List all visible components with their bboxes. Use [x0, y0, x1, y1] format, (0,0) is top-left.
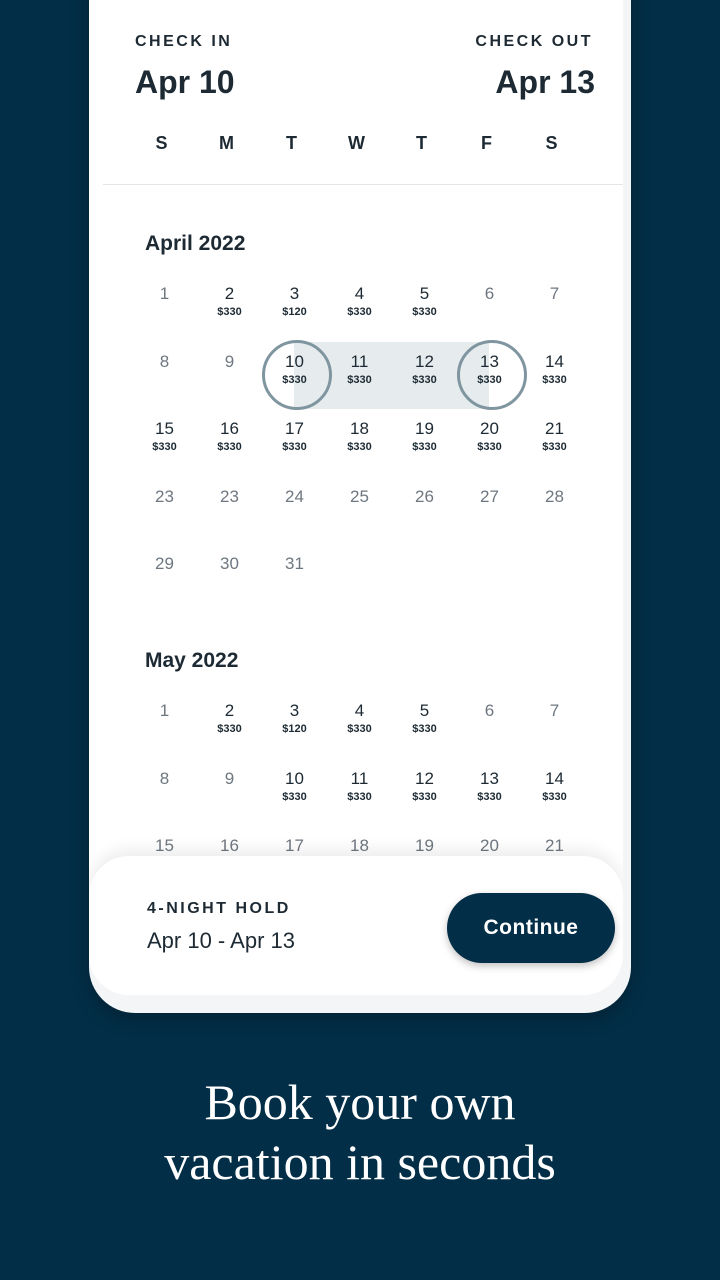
- day-price: $330: [282, 441, 307, 453]
- day-number: 1: [159, 284, 170, 303]
- day-price: $330: [412, 723, 437, 735]
- calendar-day-selected[interactable]: [262, 352, 327, 418]
- hold-date-range: Apr 10 - Apr 13: [147, 928, 295, 953]
- day-number: 10: [285, 351, 304, 371]
- day-number: 25: [350, 486, 369, 506]
- calendar-day[interactable]: [457, 419, 522, 485]
- day-number: 17: [285, 836, 304, 855]
- calendar-day[interactable]: [522, 352, 587, 418]
- day-number: 23: [220, 486, 239, 506]
- day-number: 3: [289, 701, 300, 720]
- calendar-day[interactable]: [197, 352, 262, 418]
- day-number: 31: [285, 554, 304, 573]
- day-number: 12: [415, 768, 434, 788]
- day-number: 14: [545, 351, 564, 371]
- calendar-day[interactable]: [197, 419, 262, 485]
- calendar-day[interactable]: [132, 487, 197, 553]
- day-price: $330: [217, 441, 242, 453]
- day-number: 18: [350, 419, 369, 438]
- header-divider: [103, 184, 623, 185]
- calendar-day[interactable]: [262, 769, 327, 835]
- day-number: 10: [285, 768, 304, 788]
- day-price: $120: [282, 723, 307, 735]
- day-number: 4: [354, 701, 365, 720]
- day-price: $330: [477, 441, 502, 453]
- day-number: 3: [289, 284, 300, 303]
- day-number: 18: [350, 836, 369, 855]
- day-number: 17: [285, 419, 304, 438]
- hold-nights-label: 4-NIGHT HOLD: [147, 900, 291, 917]
- calendar-day[interactable]: [392, 352, 457, 418]
- day-number: 13: [480, 351, 499, 371]
- day-number: 9: [224, 351, 235, 371]
- day-number: 16: [220, 419, 239, 438]
- day-price: $330: [282, 790, 307, 803]
- day-price: $330: [412, 790, 437, 803]
- calendar-day[interactable]: [457, 769, 522, 835]
- check-in-date[interactable]: Apr 10: [135, 64, 235, 100]
- check-in-label: CHECK IN: [135, 33, 233, 50]
- day-number: 2: [224, 284, 235, 303]
- tagline: [0, 1072, 720, 1192]
- calendar-day[interactable]: [327, 769, 392, 835]
- calendar-screen: [89, 0, 623, 995]
- day-number: 2: [224, 701, 235, 720]
- day-number: 16: [220, 836, 239, 855]
- day-number: 15: [155, 419, 174, 438]
- calendar-day[interactable]: [197, 769, 262, 835]
- calendar-day[interactable]: [392, 487, 457, 553]
- phone-frame: [89, 0, 631, 1013]
- calendar-day[interactable]: [392, 701, 457, 767]
- day-price: $330: [347, 723, 372, 735]
- calendar-day[interactable]: [522, 701, 587, 767]
- weekday-label: S: [155, 133, 168, 153]
- day-number: 8: [159, 768, 170, 788]
- calendar-day[interactable]: [197, 284, 262, 350]
- day-number: 26: [415, 486, 434, 506]
- calendar-day[interactable]: [392, 419, 457, 485]
- calendar-day[interactable]: [327, 352, 392, 418]
- day-number: 12: [415, 351, 434, 371]
- day-price: $330: [347, 306, 372, 318]
- calendar-day[interactable]: [522, 769, 587, 835]
- day-number: 28: [545, 486, 564, 506]
- month-title: April 2022: [145, 232, 246, 255]
- day-price: $330: [542, 373, 567, 386]
- day-number: 5: [419, 701, 430, 720]
- weekday-label: T: [286, 133, 297, 153]
- tagline-line-1: Book your own: [204, 1074, 516, 1130]
- day-price: $330: [152, 441, 177, 453]
- day-number: 9: [224, 768, 235, 788]
- calendar-day[interactable]: [327, 284, 392, 350]
- calendar-day[interactable]: [327, 701, 392, 767]
- calendar-day[interactable]: [522, 487, 587, 553]
- day-number: 13: [480, 768, 499, 788]
- day-number: 30: [220, 554, 239, 573]
- calendar-day[interactable]: [262, 419, 327, 485]
- weekday-label: T: [416, 133, 427, 153]
- day-number: 19: [415, 836, 434, 855]
- weekday-header: [129, 133, 584, 154]
- day-number: 24: [285, 486, 304, 506]
- hold-summary-bar: [89, 856, 623, 995]
- calendar-day[interactable]: [262, 701, 327, 767]
- day-number: 29: [155, 554, 174, 573]
- calendar-day[interactable]: [197, 554, 262, 620]
- day-number: 14: [545, 768, 564, 788]
- continue-button[interactable]: Continue: [447, 893, 615, 963]
- day-price: $330: [542, 790, 567, 803]
- weekday-label: S: [545, 133, 558, 153]
- day-price: $330: [217, 306, 242, 318]
- day-price: $330: [347, 441, 372, 453]
- weekday-label: F: [481, 133, 492, 153]
- check-out-label: CHECK OUT: [475, 33, 593, 50]
- day-price: $330: [477, 790, 502, 803]
- calendar-day[interactable]: [132, 284, 197, 350]
- month-title: May 2022: [145, 649, 239, 672]
- day-price: $330: [217, 723, 242, 735]
- day-number: 20: [480, 419, 499, 438]
- calendar-day[interactable]: [457, 701, 522, 767]
- calendar-day[interactable]: [197, 701, 262, 767]
- calendar-day[interactable]: [392, 769, 457, 835]
- day-number: 1: [159, 701, 170, 720]
- day-number: 23: [155, 486, 174, 506]
- calendar-day[interactable]: [132, 769, 197, 835]
- calendar-day[interactable]: [327, 419, 392, 485]
- calendar-day[interactable]: [132, 352, 197, 418]
- day-number: 5: [419, 284, 430, 303]
- day-price: $330: [542, 441, 567, 453]
- day-number: 7: [549, 284, 560, 303]
- calendar-day[interactable]: [522, 284, 587, 350]
- day-number: 21: [545, 419, 564, 438]
- day-price: $330: [412, 441, 437, 453]
- day-number: 6: [484, 701, 495, 720]
- calendar-day[interactable]: [132, 701, 197, 767]
- calendar-day[interactable]: [457, 487, 522, 553]
- day-number: 7: [549, 701, 560, 720]
- calendar-day[interactable]: [262, 554, 327, 620]
- calendar-day[interactable]: [197, 487, 262, 553]
- day-price: $330: [412, 306, 437, 318]
- weekday-label: W: [348, 133, 365, 153]
- day-price: $330: [282, 373, 307, 386]
- day-number: 8: [159, 351, 170, 371]
- day-number: 15: [155, 836, 174, 855]
- day-number: 4: [354, 284, 365, 303]
- calendar-day-selected[interactable]: [457, 352, 522, 418]
- day-number: 11: [350, 768, 369, 788]
- day-number: 20: [480, 836, 499, 855]
- calendar-day[interactable]: [132, 419, 197, 485]
- calendar-day[interactable]: [132, 554, 197, 620]
- calendar-day[interactable]: [522, 419, 587, 485]
- day-number: 21: [545, 836, 564, 855]
- check-out-date[interactable]: Apr 13: [495, 64, 595, 100]
- weekday-label: M: [219, 133, 234, 153]
- day-price: $330: [412, 373, 437, 386]
- tagline-line-2: vacation in seconds: [164, 1134, 556, 1190]
- day-price: $330: [347, 373, 372, 386]
- day-number: 11: [350, 351, 369, 371]
- calendar-day[interactable]: [392, 284, 457, 350]
- day-price: $330: [477, 373, 502, 386]
- calendar-day[interactable]: [262, 487, 327, 553]
- day-price: $330: [347, 790, 372, 803]
- day-number: 6: [484, 284, 495, 303]
- calendar-day[interactable]: [327, 487, 392, 553]
- day-number: 27: [480, 486, 499, 506]
- day-number: 19: [415, 419, 434, 438]
- day-price: $120: [282, 306, 307, 318]
